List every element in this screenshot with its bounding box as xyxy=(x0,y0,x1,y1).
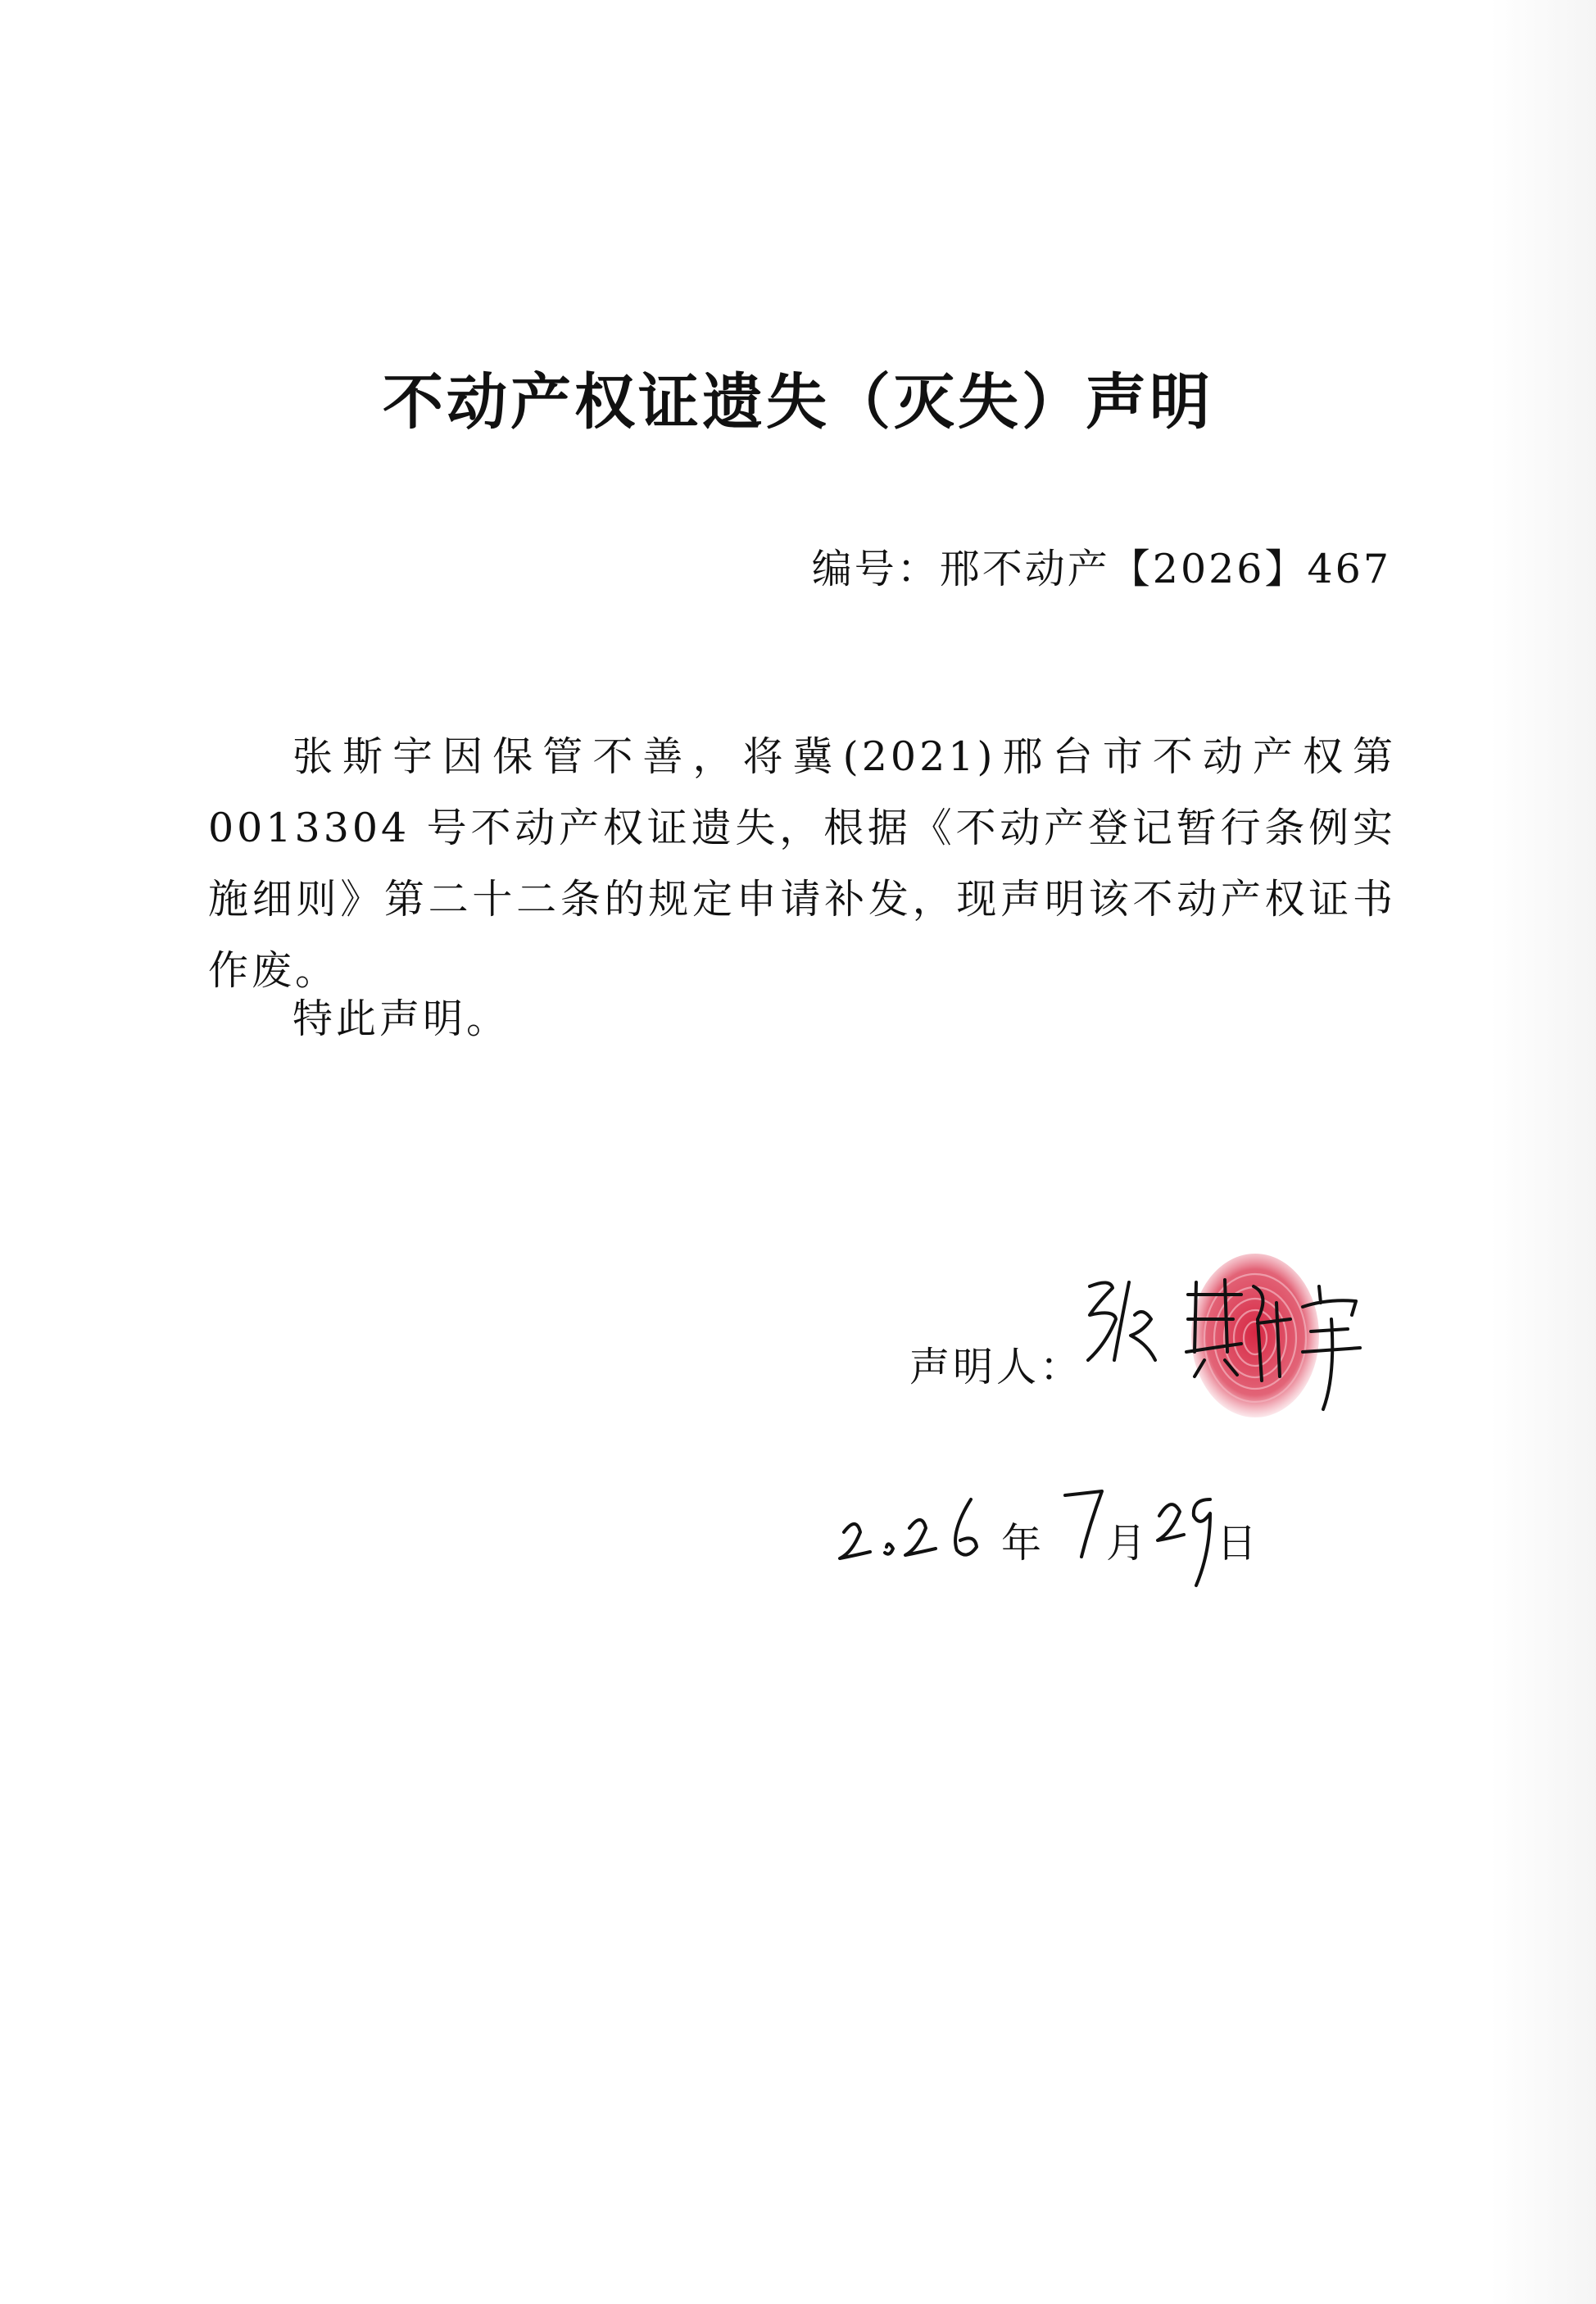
document-number xyxy=(812,537,1391,595)
handwritten-year xyxy=(827,1483,1016,1581)
date-year-char: 年 xyxy=(1001,1520,1042,1567)
handwritten-day xyxy=(1151,1471,1221,1594)
statement-body: 张斯宇因保管不善，将冀(2021)邢台市不动产权第 0013304 号不动产权证遗失，根据《不动产登记暂行条例实施细则》第二十二条的规定申请补发，现声明该不动产权证书作废。 xyxy=(208,733,1396,994)
document-title: 不动产权证遗失（灭失）声明 xyxy=(383,367,1213,438)
date-month-char: 月 xyxy=(1106,1520,1147,1567)
declarant-label: 声明人： xyxy=(909,1344,1084,1390)
page-edge-shadow xyxy=(1489,0,1596,2304)
closing-statement: 特此声明。 xyxy=(292,996,510,1042)
document-number-label: 编号： xyxy=(811,546,940,592)
document-number-value: 邢不动产【2026】467 xyxy=(939,546,1391,592)
handwritten-signature xyxy=(1065,1237,1376,1442)
date-day-char: 日 xyxy=(1217,1520,1258,1567)
